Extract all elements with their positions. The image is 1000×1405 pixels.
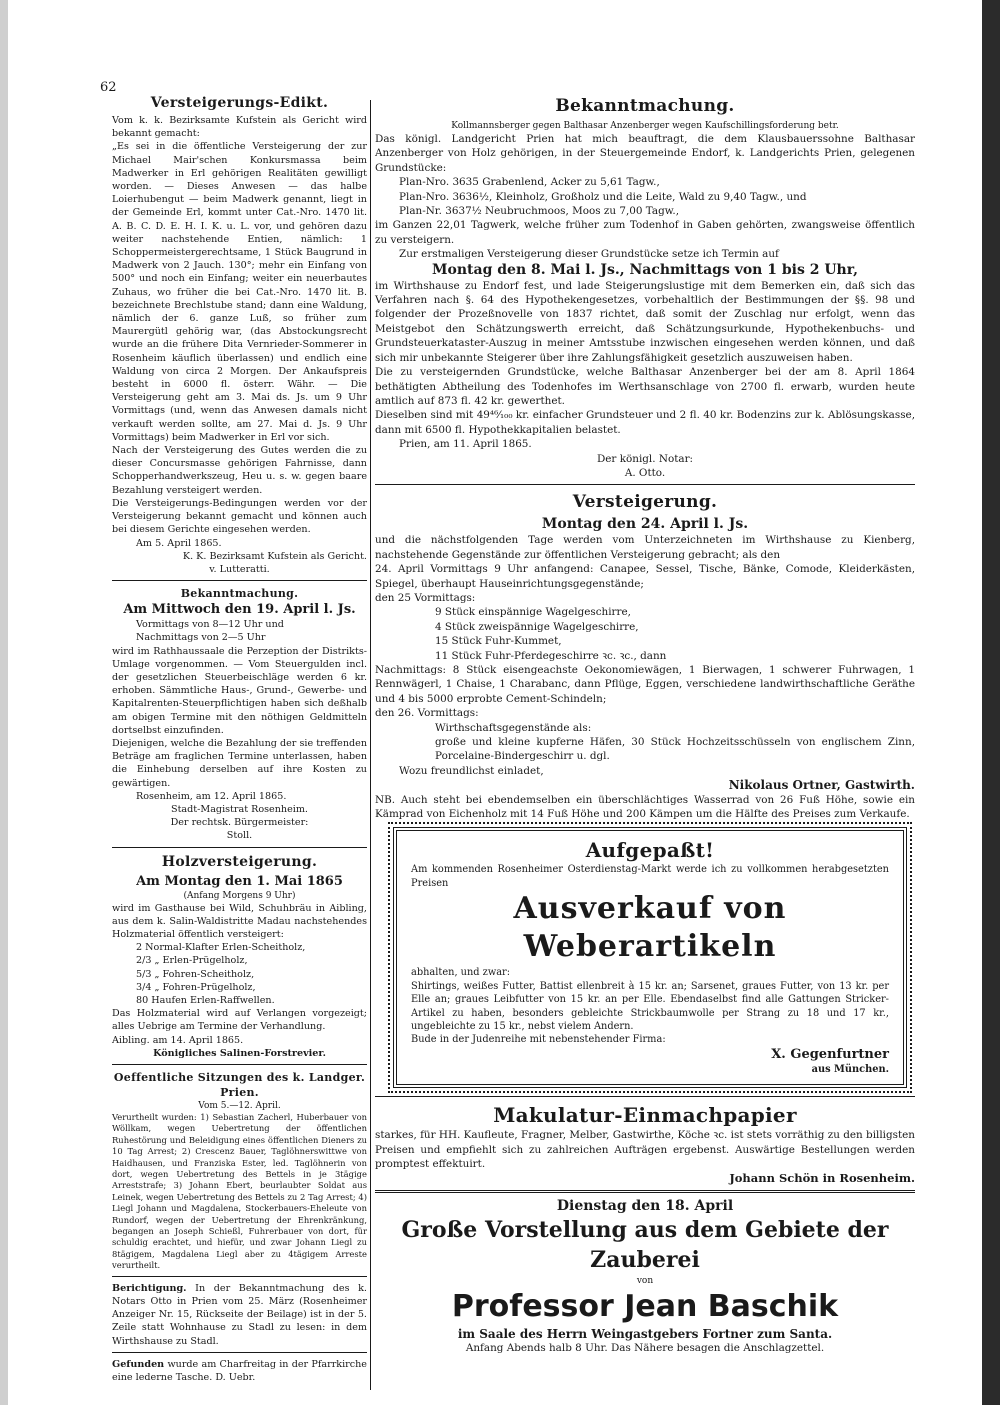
- edikt-line: Vom k. k. Bezirksamte Kufstein als Gericht wird bekannt gemacht:: [112, 115, 367, 140]
- article-versteigerung: [375, 490, 915, 821]
- bekannt-line: Vormittags von 8—12 Uhr und: [136, 619, 284, 631]
- article-makulatur: [375, 1102, 915, 1186]
- vst-item: 9 Stück einspännige Wagelgeschirre,: [435, 606, 631, 619]
- ad-box-aufgepasst: [393, 827, 907, 1088]
- vst-item: 4 Stück zweispännige Wagelgeschirre,: [435, 620, 639, 633]
- bek-date: Montag den 8. Mai l. Js., Nachmittags von 1 bis 2 Uhr,: [432, 261, 858, 278]
- bek-intro: Das königl. Landgericht Prien hat mich beauftragt, die dem Klausbauerssohne Balthasar Anzenberger von Holz gehörigen, in der Steuergemeinde Endorf, k. Landgerichts Prien, gelegenen Grundstücke:: [375, 133, 915, 174]
- mak-text: starkes, für HH. Kaufleute, Fragner, Melber, Gastwirthe, Köche ꝛc. ist stets vorräthig zu den billigsten Preisen und empfiehlt sich zu zahlreichen Aufträgen ergebenst. Auswärtige Bestellungen werden promptest effektuirt.: [375, 1129, 915, 1170]
- bek-title: Bekanntmachung.: [555, 96, 735, 116]
- bekannt-title: Bekanntmachung.: [180, 587, 299, 601]
- vst-l4c: große und kleine kupferne Häfen, 30 Stück Hochzeitsschüsseln von englischem Zinn, Porcelaine-Bindergeschirr u. dgl.: [435, 736, 915, 763]
- bekannt-line: Diejenigen, welche die Bezahlung der sie treffenden Beträge am fraglichen Termine unterlassen, haben die Einhebung derselben auf ihre Kosten zu gewärtigen.: [112, 737, 367, 789]
- zau-name: Professor Jean Baschik: [451, 1288, 839, 1324]
- bekannt-date: Am Mittwoch den 19. April l. Js.: [123, 602, 356, 618]
- holz-sub: (Anfang Morgens 9 Uhr): [183, 890, 296, 901]
- edikt-line: Nach der Versteigerung des Gutes werden die zu dieser Concursmasse gehörigen Fahrnisse, dann Schopperhandwerkszeug, Heu u. s. w. gegen baare Bezahlung versteigert werden.: [112, 445, 367, 496]
- article-sitzungen: [112, 1070, 367, 1272]
- zau-place: im Saale des Herrn Weingastgebers Fortner zum Santa.: [457, 1326, 833, 1341]
- left-column: [112, 94, 367, 1388]
- bekannt-authority: Stadt-Magistrat Rosenheim.: [171, 803, 308, 815]
- berichtigung-label: Berichtigung.: [112, 1282, 187, 1294]
- bekannt-line: wird im Rathhaussaale die Perzeption der Distrikts-Umlage vorgenommen. — Vom Steuergulden incl. der gesetzlichen Steuerbeischläge werden 6 kr. erhoben. Sämmtliche Haus-, Grund-, Gewerbe- und Kapitalrenten-Steuerpflichtigen haben sich deßhalb am obigen Termine mit den nöthigen Geldmitteln dortselbst einzufinden.: [112, 645, 367, 736]
- divider: [112, 847, 367, 848]
- article-versteigerungs-edikt: [112, 94, 367, 576]
- page-number: 62: [100, 80, 117, 95]
- auf-l1: Am kommenden Rosenheimer Osterdienstag-Markt werde ich zu vollkommen herabgesetzten Preisen: [411, 864, 889, 889]
- bek-place: Prien, am 11. April 1865.: [399, 438, 532, 451]
- sitzungen-text: Verurtheilt wurden: 1) Sebastian Zacherl, Huberbauer von Wöllkam, wegen Uebertretung der öffentlichen Ruhestörung und Beleidigung eines öffentlichen Dieners zu 10 Tag Arrest; 2) Crescenz Bauer, Taglöhnerswittwe von Haidhausen, und Franziska Ester, led. Taglöhnerin von dort, wegen Uebertretung des Bettels in je 3tägige Arreststrafe; 3) Johann Ebert, beurlaubter Soldat aus Leinek, wegen Uebertretung des Bettels zu 2 Tag Arrest; 4) Liegl Johann und Magdalena, Stockerbauers-Eheleute von Rundorf, wegen der Uebertretung der Ehrenkränkung, begangen an Joseph Schießl, Fuhrerbauer von dort, für schuldig erachtet, und hiefür, und zwar Johann Liegl zu 8tägigem, Magdalena Liegl aber zu 4tägigem Arreste verurtheilt.: [112, 1112, 367, 1271]
- auf-l3: Shirtings, weißes Futter, Battist ellenbreit à 15 kr. an; Sarsenet, graues Futter, von 13 kr. per Elle an; graues Leibfutter von 15 kr. an per Elle. Ebendaselbst find alle Gattungen Stricker-Artikel zu haben, besonders gebleichte Strickbaumwolle per Strang zu 18 und 17 kr., ungebleichte zu 15 kr., nebst vielem Andern.: [411, 980, 889, 1032]
- vst-l4b: Wirthschaftsgegenstände als:: [435, 721, 592, 734]
- article-bekanntmachung-left: [112, 586, 367, 842]
- vst-intro: und die nächstfolgenden Tage werden vom Unterzeichneten im Wirthshause zu Kienberg, nachstehende Gegenstände zur öffentlichen Versteigerung gebracht; als den: [375, 534, 915, 561]
- sitzungen-sub: Vom 5.—12. April.: [198, 1101, 281, 1111]
- bekannt-mayor: Der rechtsk. Bürgermeister:: [170, 817, 309, 829]
- article-zauberei: [375, 1198, 915, 1356]
- mak-sign: Johann Schön in Rosenheim.: [729, 1171, 915, 1186]
- auf-title: Aufgepaßt!: [585, 838, 715, 863]
- column-divider: [370, 100, 371, 1390]
- vst-l1: 24. April Vormittags 9 Uhr anfangend: Canapee, Sessel, Tische, Bänke, Comode, Kleiderkästen, Spiegel, überhaupt Hauseinrichtungsgegenstände;: [375, 563, 915, 590]
- bek-plan: Plan-Nr. 3637½ Neubruchmoos, Moos zu 7,00 Tagw.,: [399, 205, 680, 218]
- vst-l4a: den 26. Vormittags:: [375, 707, 479, 720]
- bek-text2: Zur erstmaligen Versteigerung dieser Grundstücke setze ich Termin auf: [399, 248, 779, 261]
- holz-date-line: Aibling. am 14. April 1865.: [112, 1034, 244, 1046]
- divider: [375, 484, 915, 485]
- bek-text3: im Wirthshause zu Endorf fest, und lade Steigerungslustige mit dem Bemerken ein, daß sich das Verfahren nach §. 64 des Hypothekengesetzes, vorbehaltlich der Bestimmungen der §§. 98 und folgender der Prozeßnovelle von 1837 richtet, daß somit der Zuschlag nur erfolgt, wenn das Meistgebot den Schätzungswerth erreicht, daß Schätzungsurkunde, Hypothekenbuchs- und Grundsteuerkataster-Auszug in meiner Amtsstube inzwischen eingesehen werden können, und daß sich mir unbekannte Steigerer über ihre Zahlungsfähigkeit gesetzlich auszuweisen haben.: [375, 279, 915, 364]
- mak-title: Makulatur-Einmachpapier: [493, 1103, 797, 1128]
- edikt-title: Versteigerungs-Edikt.: [150, 95, 329, 111]
- holz-text: wird im Gasthause bei Wild, Schuhbräu in Aibling, aus dem k. Salin-Waldistritte Madau nachstehendes Holzmaterial öffentlich versteigert:: [112, 902, 367, 940]
- auf-sign2: aus München.: [811, 1063, 889, 1075]
- divider: [375, 1190, 915, 1193]
- auf-big: Ausverkauf von Weberartikeln: [513, 891, 787, 965]
- holz-authority: Königliches Salinen-Forstrevier.: [153, 1047, 326, 1059]
- vst-item: 11 Stück Fuhr-Pferdegeschirre ꝛc. ꝛc., dann: [435, 649, 667, 662]
- zau-time: Anfang Abends halb 8 Uhr. Das Nähere besagen die Anschlagzettel.: [465, 1342, 825, 1355]
- auf-l4: Bude in der Judenreihe mit nebenstehender Firma:: [411, 1034, 666, 1046]
- right-column: [375, 94, 915, 1360]
- vst-l2a: den 25 Vormittags:: [375, 591, 476, 604]
- zau-title: Große Vorstellung aus dem Gebiete der Zauberei: [401, 1216, 889, 1273]
- divider: [112, 580, 367, 581]
- article-holzversteigerung: [112, 853, 367, 1060]
- edikt-authority: K. K. Bezirksamt Kufstein als Gericht.: [182, 550, 367, 562]
- edikt-signature: v. Lutteratti.: [209, 563, 270, 575]
- berichtigung-text: In der Bekanntmachung des k. Notars Otto in Prien vom 25. März (Rosenheimer Anzeiger Nr. 15, Rückseite der Beilage) ist in der 5. Zeile statt Wohnhause zu Stadl zu lesen: in dem Wirthshause zu Stadl.: [112, 1282, 367, 1347]
- bek-plan: Plan-Nro. 3635 Grabenlend, Acker zu 5,61 Tagw.,: [399, 176, 660, 189]
- bek-sub: Kollmannsberger gegen Balthasar Anzenberger wegen Kaufschillingsforderung betr.: [451, 121, 839, 131]
- bekannt-line: Nachmittags von 2—5 Uhr: [136, 632, 266, 644]
- article-gefunden: [112, 1358, 367, 1384]
- bek-plan: Plan-Nro. 3636½, Kleinholz, Großholz und die Leite, Wald zu 9,40 Tagw., und: [399, 190, 807, 203]
- bek-text1: im Ganzen 22,01 Tagwerk, welche früher zum Todenhof in Gaben gehörten, zwangsweise öffentlich zu versteigern.: [375, 219, 915, 246]
- holz-date: Am Montag den 1. Mai 1865: [136, 873, 343, 889]
- auf-l2: abhalten, und zwar:: [411, 967, 511, 979]
- auf-sign1: X. Gegenfurtner: [771, 1046, 889, 1062]
- vst-title: Versteigerung.: [572, 492, 718, 513]
- holz-line: Das Holzmaterial wird auf Verlangen vorgezeigt; alles Uebrige am Termine der Verhandlung.: [112, 1008, 367, 1033]
- zau-von: von: [636, 1275, 654, 1286]
- holz-item: 5/3 „ Fohren-Scheitholz,: [136, 968, 255, 980]
- bek-sign1: Der königl. Notar:: [596, 452, 694, 465]
- page-edge-left: [0, 0, 8, 1405]
- vst-sign: Nikolaus Ortner, Gastwirth.: [728, 778, 915, 793]
- gefunden-text: wurde am Charfreitag in der Pfarrkirche eine lederne Tasche. D. Uebr.: [112, 1358, 367, 1383]
- holz-item: 2/3 „ Erlen-Prügelholz,: [136, 955, 248, 967]
- divider: [375, 1096, 915, 1097]
- bek-text5: Dieselben sind mit 49⁴⁶⁄₁₀₀ kr. einfacher Grundsteuer und 2 fl. 40 kr. Bodenzins zur k. Ablösungskasse, dann mit 6500 fl. Hypothekkapitalien belastet.: [375, 409, 915, 436]
- gefunden-label: Gefunden: [112, 1358, 165, 1370]
- bek-text4: Die zu versteigernden Grundstücke, welche Balthasar Anzenberger bei der am 8. April 1864 bethätigten Abtheilung des Todenhofes im Werthsanschlage von 2700 fl. erwarb, wurden heute amtlich auf 873 fl. 42 kr. gewerthet.: [375, 366, 915, 407]
- vst-invite: Wozu freundlichst einladet,: [399, 764, 544, 777]
- bekannt-date-line: Rosenheim, am 12. April 1865.: [136, 790, 287, 802]
- page-edge-right: [982, 0, 1000, 1405]
- vst-nb: NB. Auch steht bei ebendemselben ein überschlächtiges Wasserrad von 26 Fuß Höhe, sowie ein Kämprad von Eichenholz mit 14 Fuß Höhe und 200 Kämpen um die Hälfte des Preises zum Verkaufe.: [375, 793, 915, 821]
- holz-title: Holzversteigerung.: [161, 853, 318, 870]
- holz-item: 80 Haufen Erlen-Raffwellen.: [136, 994, 275, 1006]
- vst-item: 15 Stück Fuhr-Kummet,: [435, 635, 562, 648]
- article-berichtigung: [112, 1282, 367, 1348]
- edikt-line: Die Versteigerungs-Bedingungen werden vor der Versteigerung bekannt gemacht und können auch bei diesem Gerichte eingesehen werden.: [112, 497, 367, 536]
- vst-l3: Nachmittags: 8 Stück eisengeachste Oekonomiewägen, 1 Bierwagen, 1 schwerer Fuhrwagen, 1 Rennwägerl, 1 Chaise, 1 Charabanc, dann Pflüge, Eggen, verschiedene landwirthschaftliche Geräthe und 4 bis 5000 erprobte Cement-Schindeln;: [375, 664, 915, 705]
- zau-date: Dienstag den 18. April: [556, 1197, 734, 1214]
- holz-item: 2 Normal-Klafter Erlen-Scheitholz,: [136, 942, 306, 954]
- edikt-line: „Es sei in die öffentliche Versteigerung der zur Michael Mair'schen Konkursmassa beim Madwerker in Erl gehörigen Realitäten gewilligt worden. — Dieses Anwesen — das halbe Loierhubengut — beim Madwerk genannt, liegt in der Gemeinde Erl, kommt unter Cat.-Nro. 1470 lit. A. B. C. D. E. H. I. K. u. L. vor, und gehören dazu weiter nachstehende Entien, nämlich: 1 Schoppermeistergerechtsame, 1 Stück Baugrund in Madwerk von 2 Jauch. 130°; mehr ein Einfang von 500° und noch ein Einfang; weiter ein neuerbautes Zuhaus, wo früher die bei Cat.-Nro. 1470 lit. B. bezeichnete Brechlstube stand; dann eine Waldung, nämlich der 6. ganze Luß, so früher zum Maurergütl gehörig war, (das Abstockungsrecht wurde an die frühere Dita Vernrieder-Sommerer in Rosenheim käuflich überlassen) und endlich eine Waldung von circa 2 Morgen. Der Ankaufspreis besteht in 6000 fl. österr. Währ. — Die Versteigerung geht am 3. Mai ds. Js. um 9 Uhr Vormittags (und, wenn das Anwesen damals nicht verkauft werden sollte, am 27. Mai d. Js. 9 Uhr Vormittags) beim Madwerker in Erl vor sich.: [112, 141, 367, 443]
- divider: [112, 1064, 367, 1065]
- divider: [112, 1276, 367, 1277]
- article-bekanntmachung-right: [375, 94, 915, 480]
- divider: [112, 1352, 367, 1353]
- bek-sign2: A. Otto.: [624, 466, 666, 479]
- bekannt-signature: Stoll.: [226, 830, 253, 842]
- edikt-date: Am 5. April 1865.: [136, 537, 222, 549]
- sitzungen-title: Oeffentliche Sitzungen des k. Landger. Prien.: [113, 1071, 366, 1099]
- holz-item: 3/4 „ Fohren-Prügelholz,: [136, 981, 256, 993]
- vst-date: Montag den 24. April l. Js.: [541, 516, 749, 533]
